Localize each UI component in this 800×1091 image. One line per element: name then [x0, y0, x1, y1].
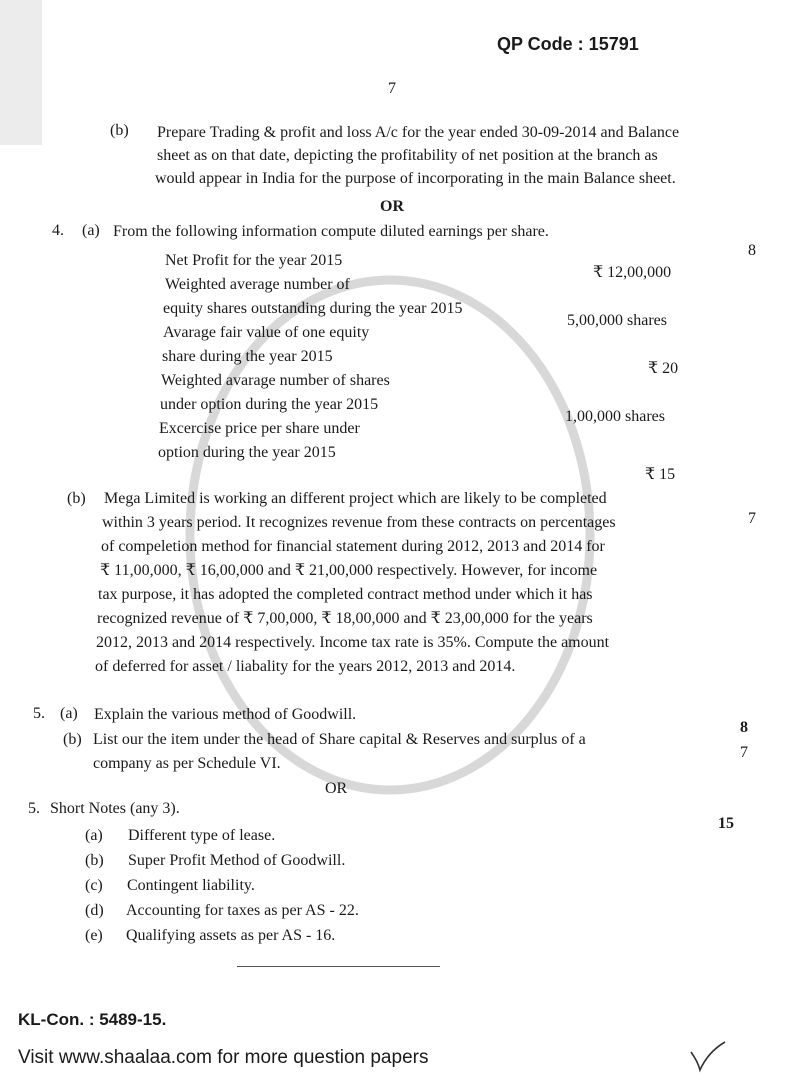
checkmark-icon — [688, 1040, 728, 1074]
data-label: Weighted avarage number of shares — [161, 372, 390, 389]
note-text: Super Profit Method of Goodwill. — [128, 852, 346, 869]
question-text: recognized revenue of ₹ 7,00,000, ₹ 18,00,000 and ₹ 23,00,000 for the years — [97, 610, 593, 627]
exam-code: KL-Con. : 5489-15. — [18, 1010, 167, 1029]
data-label: under option during the year 2015 — [160, 396, 379, 413]
question-text: of deferred for asset / liabality for the years 2012, 2013 and 2014. — [95, 658, 516, 675]
data-label: equity shares outstanding during the year 2015 — [163, 300, 463, 317]
data-label: share during the year 2015 — [162, 348, 333, 365]
data-value: ₹ 20 — [648, 360, 679, 377]
question-number: 5. — [33, 705, 45, 722]
data-label: option during the year 2015 — [158, 444, 336, 461]
data-label: Avarage fair value of one equity — [163, 324, 370, 341]
marks: 8 — [740, 719, 748, 736]
note-label: (c) — [85, 877, 103, 894]
marks: 7 — [740, 744, 748, 761]
question-label: (b) — [67, 490, 86, 507]
question-label: (a) — [60, 705, 78, 722]
note-text: Qualifying assets as per AS - 16. — [126, 927, 336, 944]
question-number: 4. — [52, 222, 64, 239]
question-number: 5. — [28, 800, 40, 817]
question-text: Explain the various method of Goodwill. — [94, 706, 357, 723]
marks: 7 — [748, 510, 756, 527]
data-label: Weighted average number of — [165, 276, 350, 293]
or-divider: OR — [325, 780, 348, 797]
question-text: would appear in India for the purpose of incorporating in the main Balance sheet. — [155, 170, 676, 187]
data-label: Excercise price per share under — [159, 420, 360, 437]
note-text: Accounting for taxes as per AS - 22. — [126, 902, 359, 919]
or-divider: OR — [380, 198, 404, 215]
end-divider — [237, 966, 440, 967]
data-value: ₹ 15 — [645, 466, 676, 483]
note-label: (a) — [85, 827, 103, 844]
question-text: List our the item under the head of Share capital & Reserves and surplus of a — [93, 731, 586, 748]
question-text: of compeletion method for financial statement during 2012, 2013 and 2014 for — [101, 538, 605, 555]
note-text: Contingent liability. — [127, 877, 255, 894]
qp-code: QP Code : 15791 — [497, 34, 639, 54]
question-text: From the following information compute diluted earnings per share. — [113, 223, 549, 240]
question-text: company as per Schedule VI. — [93, 755, 281, 772]
question-label: (a) — [82, 222, 100, 239]
question-text: tax purpose, it has adopted the completed contract method under which it has — [98, 586, 593, 603]
data-value: 1,00,000 shares — [565, 408, 665, 425]
marks: 15 — [718, 815, 734, 832]
data-value: 5,00,000 shares — [567, 312, 667, 329]
scan-shadow — [0, 0, 42, 145]
data-value: ₹ 12,00,000 — [593, 264, 672, 281]
question-label: (b) — [110, 122, 129, 139]
question-text: Short Notes (any 3). — [50, 800, 180, 817]
question-text: 2012, 2013 and 2014 respectively. Income tax rate is 35%. Compute the amount — [96, 634, 610, 651]
question-text: sheet as on that date, depicting the profitability of net position at the branch as — [157, 147, 658, 164]
question-text: ₹ 11,00,000, ₹ 16,00,000 and ₹ 21,00,000 respectively. However, for income — [100, 562, 598, 579]
marks: 8 — [748, 242, 756, 259]
footer-link[interactable]: Visit www.shaalaa.com for more question papers — [18, 1047, 429, 1068]
question-label: (b) — [63, 731, 82, 748]
note-label: (e) — [85, 927, 103, 944]
question-text: Prepare Trading & profit and loss A/c for the year ended 30-09-2014 and Balance — [157, 124, 680, 141]
question-text: within 3 years period. It recognizes revenue from these contracts on percentages — [102, 514, 616, 531]
question-text: Mega Limited is working an different project which are likely to be completed — [104, 490, 607, 507]
data-label: Net Profit for the year 2015 — [165, 252, 343, 269]
note-text: Different type of lease. — [128, 827, 276, 844]
page-number: 7 — [388, 80, 396, 97]
note-label: (b) — [85, 852, 104, 869]
note-label: (d) — [85, 902, 104, 919]
